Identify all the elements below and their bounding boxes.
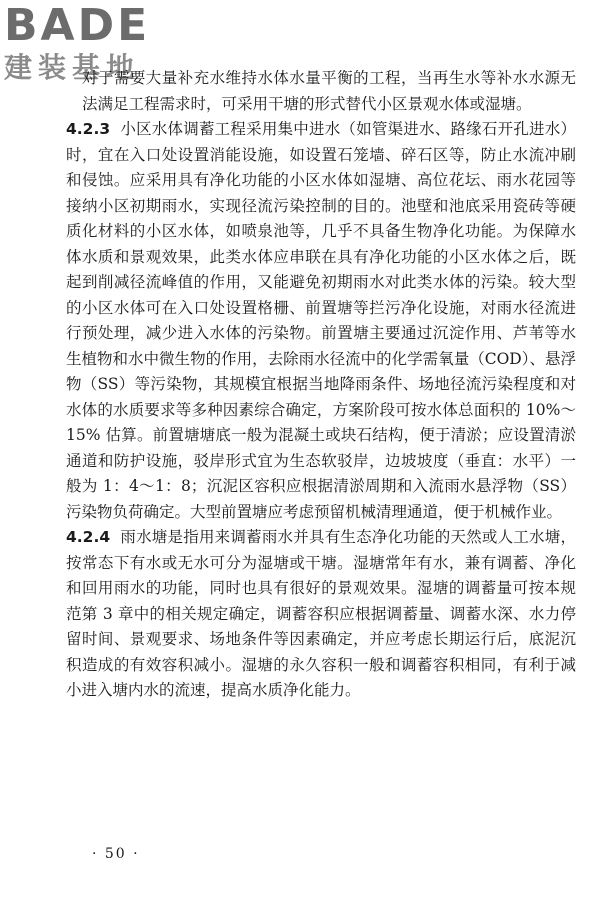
paragraph-text: 小区水体调蓄工程采用集中进水（如管渠进水、路缘石开孔进水）时，宜在入口处设置消能设施，如设置石笼墙、碎石区等，防止水流冲刷和侵蚀。应采用具有净化功能的小区水体如湿塘、高位花坛、雨水花园等接纳小区初期雨水，实现径流污染控制的目的。池壁和池底采用瓷砖等硬质化材料的小区水体，如喷泉池等，几乎不具备生物净化功能。为保障水体水质和景观效果，此类水体应串联在具有净化功能的小区水体之后，既起到削减径流峰值的作用，又能避免初期雨水对此类水体的污染。较大型的小区水体可在入口处设置格栅、前置塘等拦污净化设施，对雨水径流进行预处理，减少进入水体的污染物。前置塘主要通过沉淀作用、芦苇等水生植物和水中微生物的作用，去除雨水径流中的化学需氧量（COD）、悬浮物（SS）等污染物，其规模宜根据当地降雨条件、场地径流污染程度和对水体的水质要求等多种因素综合确定，方案阶段可按水体总面积的 10%～15% 估算。前置塘塘底一般为混凝土或块石结构，便于清淤；应设置清淤通道和防护设施，驳岸形式宜为生态软驳岸，边坡坡度（垂直：水平）一般为 1：4～1：8；沉泥区容积应根据清淤周期和入流雨水悬浮物（SS）污染物负荷确定。大型前置塘应考虑预留机械清理通道，便于机械作业。 (66, 120, 576, 521)
paragraph-text: 雨水塘是指用来调蓄雨水并具有生态净化功能的天然或人工水塘，按常态下有水或无水可分为湿塘或干塘。湿塘常年有水，兼有调蓄、净化和回用雨水的功能，同时也具有很好的景观效果。湿塘的调蓄量可按本规范第 3 章中的相关规定确定，调蓄容积应根据调蓄量、调蓄水深、水力停留时间、景观要求、场地条件等因素确定，并应考虑长期运行后，底泥沉积造成的有效容积减小。湿塘的永久容积一般和调蓄容积相同，有利于减小进入塘内水的流速，提高水质净化能力。 (66, 528, 576, 699)
clause-4-2-3 (66, 117, 576, 525)
paragraph-text: 对于需要大量补充水维持水体水量平衡的工程，当再生水等补水水源无法满足工程需求时，可采用干塘的形式替代小区景观水体或湿塘。 (82, 69, 576, 113)
document-body (66, 66, 576, 704)
watermark-subtitle: 建装基地 (4, 51, 141, 84)
paragraph-continuation (66, 66, 576, 117)
page-number: · 50 · (92, 846, 140, 862)
section-number: 4.2.4 (66, 528, 111, 546)
watermark-brand: BADE (4, 0, 151, 51)
section-number: 4.2.3 (66, 120, 111, 138)
clause-4-2-4 (66, 525, 576, 704)
